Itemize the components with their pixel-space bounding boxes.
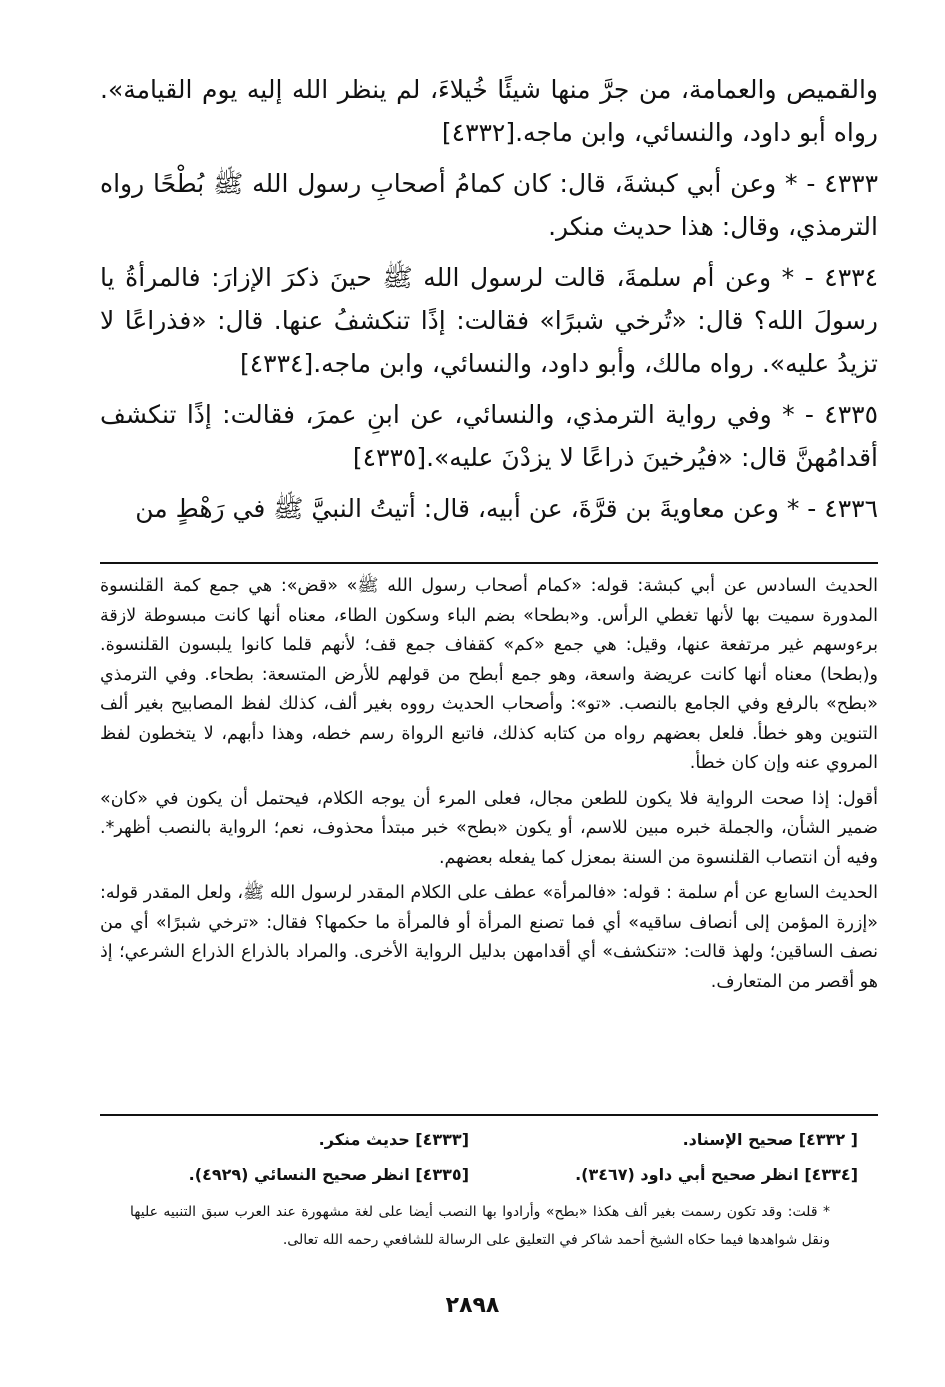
- grading-row: [100, 1122, 878, 1157]
- main-divider: [100, 562, 878, 564]
- commentary-paragraph: أقول: إذا صحت الرواية فلا يكون للطعن مجال، فعلى المرء أن يوجه الكلام، فيحتمل أن يكون في «كان» ضمير الشأن، والجملة خبره مبين للاسم، أو يكون «بطح» خبر مبتدأ محذوف، نعم؛ الرواية بالنصب أظهر*. وفيه أن انتصاب القلنسوة من السنة بمعزل كما يفعله بعضهم.: [100, 788, 878, 868]
- hadith-paragraph: ٤٣٣٤ - * وعن أم سلمةَ، قالت لرسول الله ﷺ حينَ ذكرَ الإزارَ: فالمرأةُ يا رسولَ الله؟ قال: «تُرخي شبرًا» فقالت: إذًا تنكشفُ عنها. قال: «فذراعًا لا تزيدُ عليه». رواه مالك، وأبو داود، والنسائي، وابن ماجه.[٤٣٣٤]: [100, 263, 878, 378]
- hadith-paragraph: والقميص والعمامة، من جرَّ منها شيئًا خُيلاءَ، لم ينظر الله إليه يوم القيامة». رواه أبو داود، والنسائي، وابن ماجه.[٤٣٣٢]: [100, 75, 878, 147]
- grading-note: [٤٣٣٣] حديث منكر.: [318, 1130, 469, 1149]
- hadith-paragraph: ٤٣٣٣ - * وعن أبي كبشةَ، قال: كان كمامُ أصحابِ رسول الله ﷺ بُطْحًا رواه الترمذي، وقال: هذا حديث منكر.: [100, 169, 878, 241]
- commentary-paragraph: الحديث السادس عن أبي كبشة: قوله: «كمام أصحاب رسول الله ﷺ» «قض»: هي جمع كمة القلنسوة المدورة سميت بها لأنها تغطي الرأس. و«بطحا» بضم الباء وسكون الطاء، معناه أنها كانت مبسوطة لازقة برءوسهم غير مرتفعة عنها، وقيل: هي جمع «كم» كقفاف جمع قف؛ لأنهم قلما كانوا يلبسون القلنسوة. و(بطحا) معناه أنها كانت عريضة واسعة، وهو جمع أبطح من قولهم للأرض المتسعة: بطحاء. وفي الترمذي «بطح» بالرفع وفي الجامع بالنصب. «تو»: وأصحاب الحديث رووه بغير ألف، كذلك لفظ المصابيح بغير ألف التنوين وهو خطأ. فلعل بعضهم رواه من كتابه كذلك، فاتبع الرواة رسم خطه، وهذا دأبهم، لا يتخطون لفظ المروي عنه وإن كان خطأ.: [100, 576, 878, 773]
- commentary-block: [100, 572, 878, 1003]
- grading-note: [٤٣٣٤] انظر صحيح أبي داود (٣٤٦٧).: [575, 1165, 858, 1184]
- grading-note: [٤٣٣٥] انظر صحيح النسائي (٤٩٢٩).: [188, 1165, 469, 1184]
- grading-note: [ ٤٣٣٢] صحيح الإسناد.: [682, 1130, 858, 1149]
- hadith-paragraph: ٤٣٣٦ - * وعن معاويةَ بن قرَّةَ، عن أبيه، قال: أتيتُ النبيَّ ﷺ في رَهْطٍ من: [135, 494, 878, 523]
- grading-notes: [100, 1122, 878, 1192]
- hadith-paragraph: ٤٣٣٥ - * وفي رواية الترمذي، والنسائي، عن ابنِ عمرَ، فقالت: إذًا تنكشف أقدامُهنَّ قال: «فيُرخينَ ذراعًا لا يزدْنَ عليه».[٤٣٣٥]: [100, 400, 878, 472]
- footnote: * قلت: وقد تكون رسمت بغير ألف هكذا «بطح» وأرادوا بها النصب أيضا على لغة مشهورة عند العرب سبق التنبيه عليها ونقل شواهدها فيما حكاه الشيخ أحمد شاكر في التعليق على الرسالة للشافعي رحمه الله تعالى.: [130, 1204, 830, 1248]
- notes-divider: [100, 1114, 878, 1116]
- hadith-text-block: [100, 68, 878, 538]
- commentary-paragraph: الحديث السابع عن أم سلمة : قوله: «فالمرأة» عطف على الكلام المقدر لرسول الله ﷺ، ولعل المقدر قوله: «إزرة المؤمن إلى أنصاف ساقيه» أي فما تصنع المرأة أو فالمرأة ما حكمها؟ فقال: «ترخي شبرًا» أي من نصف الساقين؛ ولهذ قالت: «تنكشف» أي أقدامهن بدليل الرواية الأخرى. والمراد بالذراع الذراع الشرعي؛ إذ هو أقصر من المتعارف.: [100, 883, 878, 992]
- page-number: ٢٨٩٨: [445, 1293, 500, 1318]
- grading-row: [100, 1157, 878, 1192]
